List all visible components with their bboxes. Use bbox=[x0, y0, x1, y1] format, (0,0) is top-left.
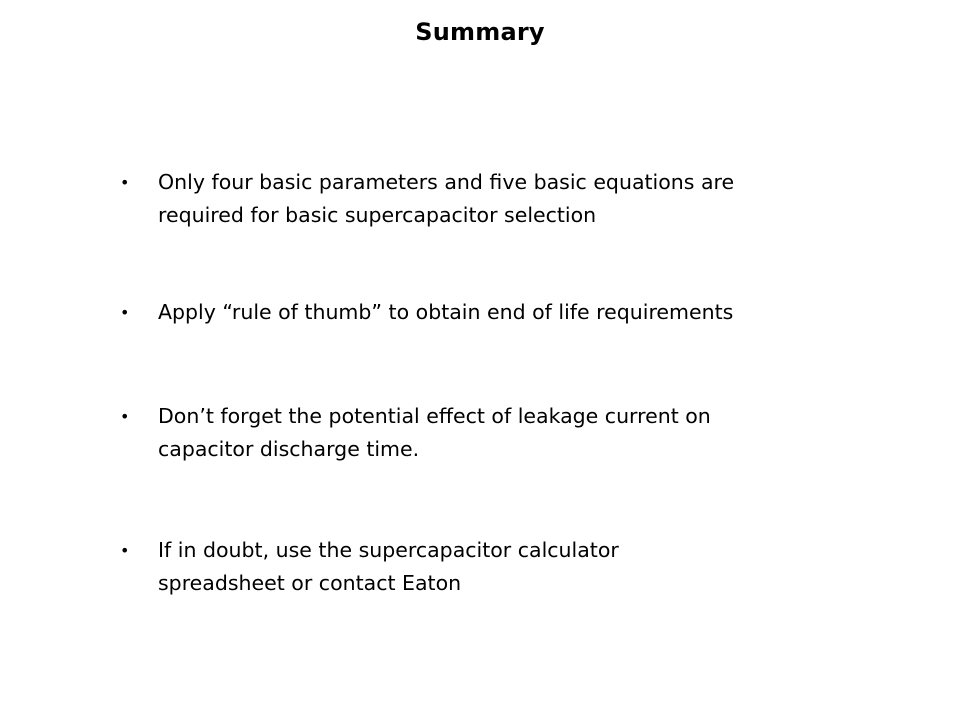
bullet-icon: • bbox=[120, 541, 130, 560]
bullet-text bbox=[158, 534, 858, 600]
bullet-text-line: capacitor discharge time. bbox=[158, 437, 420, 461]
bullet-text-line: Don’t forget the potential effect of leakage current on bbox=[158, 404, 711, 428]
bullet-text bbox=[158, 296, 858, 329]
bullet-text-line: required for basic supercapacitor selection bbox=[158, 203, 597, 227]
bullet-text-line: Only four basic parameters and five basic equations are bbox=[158, 170, 735, 194]
bullet-icon: • bbox=[120, 303, 130, 322]
bullet-text-line: If in doubt, use the supercapacitor calculator bbox=[158, 538, 619, 562]
slide-title: Summary bbox=[415, 18, 545, 46]
bullet-text bbox=[158, 400, 858, 466]
bullet-list bbox=[120, 0, 860, 720]
bullet-text bbox=[158, 166, 858, 232]
bullet-text-line: spreadsheet or contact Eaton bbox=[158, 571, 462, 595]
bullet-icon: • bbox=[120, 407, 130, 426]
bullet-text-line: Apply “rule of thumb” to obtain end of life requirements bbox=[158, 300, 734, 324]
bullet-icon: • bbox=[120, 173, 130, 192]
